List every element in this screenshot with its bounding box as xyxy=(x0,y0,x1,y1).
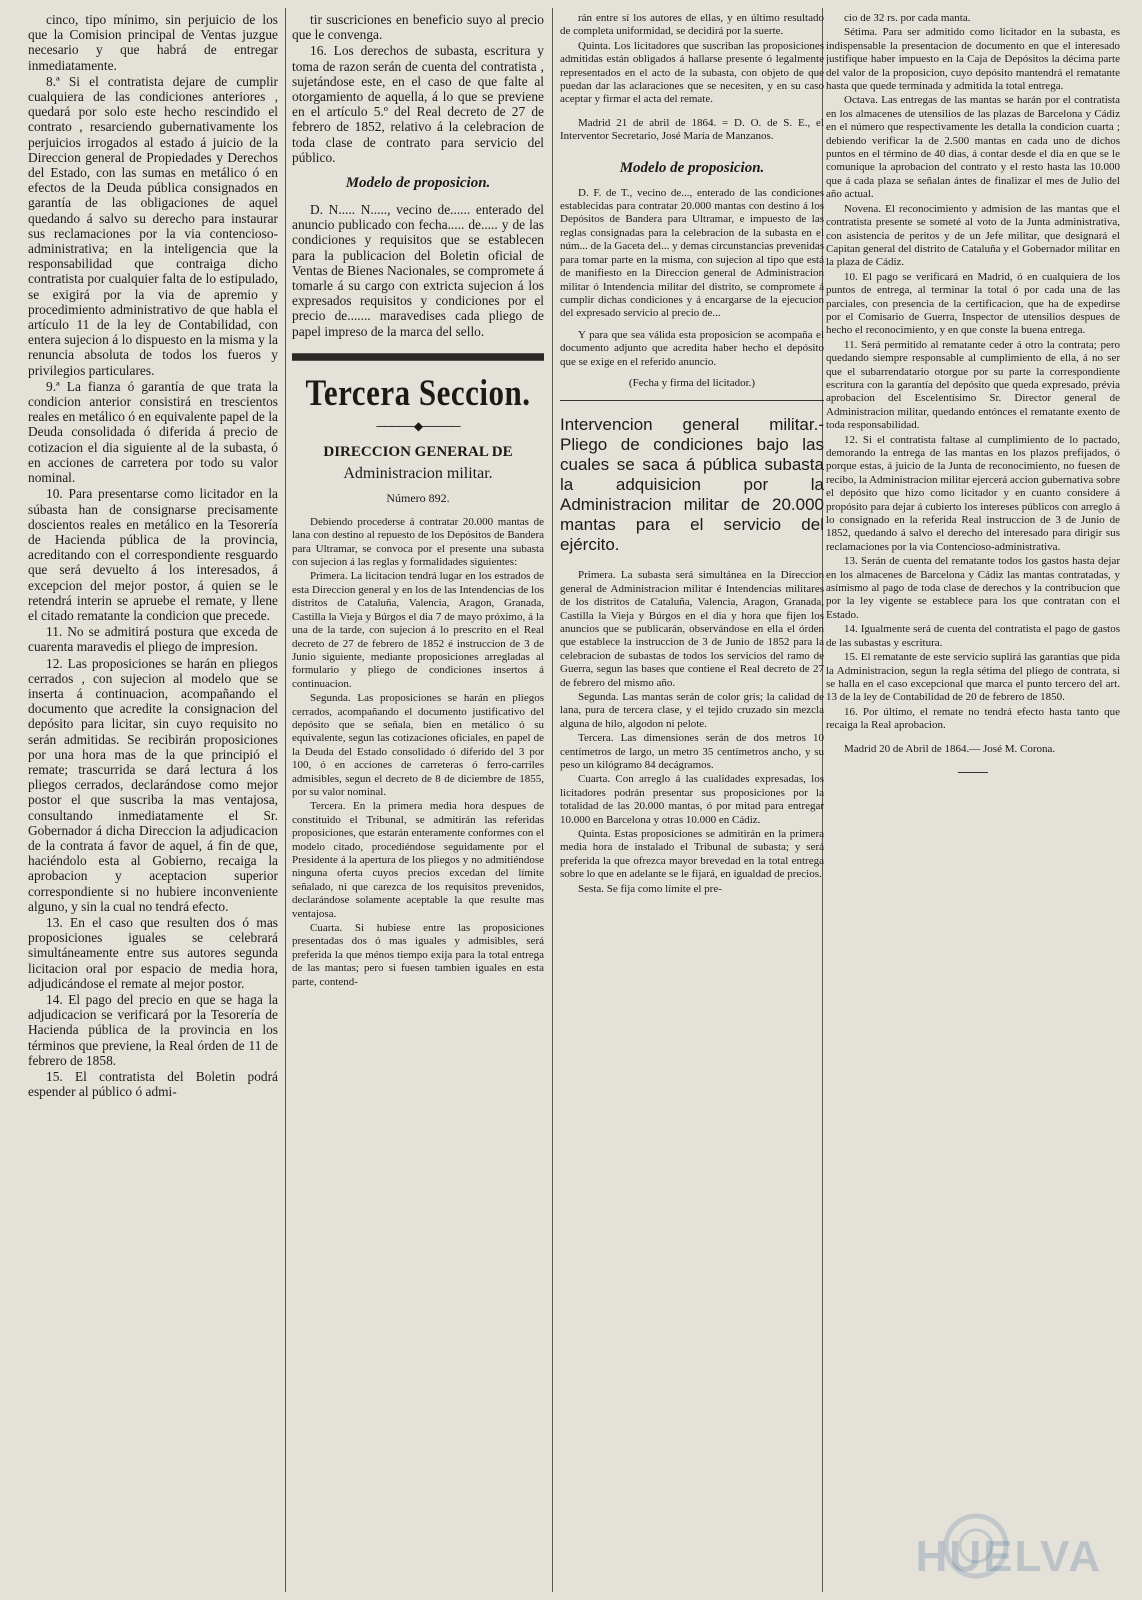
paragraph: Tercera. En la primera media hora despues de constituido el Tribunal, se admitirán las referidas proposiciones, que estarán enteramente conformes con el modelo citado, procediéndose seguidamente por el Presidente á la apertura de los pliegos y no admitiéndose ninguna oferta cuyos precios excedan del límite señalado, ni que carezca de los requisitos prevenidos, declarándose solamente aceptable la que resulte mas ventajosa. xyxy=(292,800,544,920)
column-divider xyxy=(552,8,553,1592)
section-rule xyxy=(292,353,544,361)
modelo-heading: Modelo de proposicion. xyxy=(619,159,765,176)
pliego-title: Intervencion general militar.- Pliego de condiciones bajo las cuales se saca á pública subasta la adquisicion por la Administracion militar de 20.000 mantas para el servicio del ejército. xyxy=(560,415,824,555)
paragraph: 8.ª Si el contratista dejare de cumplir cualquiera de las condiciones anteriores , quedará por solo este hecho rescindido el contrato , resarciendo gubernativamente los perjuicios irrogados al estado á juicio de la Direccion general de Propiedades y Derechos del Estado, con las sumas en metálico ó en efectos de la Deuda pública consignados en garantía de las obligaciones de aquel quedando á salvo su derecho para instaurar sus reclamaciones por la via contencioso-administrativa; en la inteligencia que la responsabilidad que contraiga dicho contratista por cualquier falta de lo estipulado, se exigirá por la via de apremio y procedimiento administrativo de que habla el artículo 11 de la ley de Contabilidad, con entera sujecion á lo dispuesto en la misma y la renuncia absoluta de todos los fueros y privilegios particulares. xyxy=(28,73,278,378)
paragraph: 14. Igualmente será de cuenta del contratista el pago de gastos de las subastas y escritura. xyxy=(826,623,1120,649)
column-1 xyxy=(28,12,278,1100)
paragraph: cinco, tipo mínimo, sin perjuicio de los que la Comision principal de Ventas juzgue necesario y que habrá de entregar inmediatamente. xyxy=(28,12,278,73)
paragraph: 11. Será permitido al rematante ceder á otro la contrata; pero quedando siempre responsable al cumplimiento de ella, á no ser que el subarrendatario otorgue por su parte la correspondiente escritura con la garantía del depósito que queda expresado, prévia aprobacion del Escelentísimo Sr. Director general de Administracion militar, quedando entónces el rematante exento de toda responsabilidad. xyxy=(826,338,1120,432)
paragraph: Segunda. Las proposiciones se harán en pliegos cerrados, acompañando el documento justificativo del depósito que se señala, bien en metálico ó su equivalente, segun las cotizaciones oficiales, en papel de la Deuda del Estado consolidado ó diferido del 3 por 100, ó en acciones de carreteras ó ferro-carriles admisibles, segun el decreto de 8 de diciembre de 1855, por su valor nominal. xyxy=(292,692,544,798)
paragraph: Novena. El reconocimiento y admision de las mantas que el contratista presente se someté al voto de la Junta administrativa, con asistencia de peritos y de un Jefe militar, que designará el Capitan general del distrito de Cataluña y el Gobernador militar en la plaza de Cádiz. xyxy=(826,202,1120,269)
paragraph: 16. Los derechos de subasta, escritura y toma de razon serán de cuenta del contratista , sujetándose este, en el caso de que falte al otorgamiento de aquella, á lo que se previene en el artículo 5.º del Real decreto de 27 de febrero de 1852, relativo á la celebracion de toda clase de contrato para servicio del público. xyxy=(292,43,544,165)
paragraph: 13. En el caso que resulten dos ó mas proposiciones iguales se celebrará simultáneamente entre sus autores segunda licitacion oral por espacio de media hora, adjudicándose el remate al mejor postor. xyxy=(28,914,278,991)
direccion-heading: DIRECCION GENERAL DE xyxy=(323,443,513,460)
paragraph: Segunda. Las mantas serán de color gris; la calidad de lana, pura de tercera clase, y el tejido cruzado sin mezcla alguna de hilo, algodon ni pelote. xyxy=(560,691,824,730)
paragraph: Cuarta. Si hubiese entre las proposiciones presentadas dos ó mas iguales y admisibles, será preferida la que ménos tiempo exija para la total entrega de las mantas; pero si fuesen tambien iguales en esta parte, contend- xyxy=(292,922,544,988)
modelo-heading: Modelo de proposicion. xyxy=(345,175,491,192)
paragraph: 10. El pago se verificará en Madrid, ó en cualquiera de los puntos de entrega, al terminar la total ó por cada una de las parciales, con presencia de la certificacion, que ha de expedirse por el Comisario de Guerra, Inspector de utensilios despues de hecho el reconocimiento, y en que conste la buena entrega. xyxy=(826,270,1120,337)
paragraph: Primera. La licitacion tendrá lugar en los estrados de esta Direccion general y en los de las Intendencias de los distritos de Cataluña, Valencia, Aragon, Granada, Castilla la Vieja y Búrgos el dia 7 de mayo próximo, á la una de la tarde, con sujecion á lo prescrito en el Real decreto de 27 de febrero de 1852 é instruccion de 3 de Junio siguiente, mediante proposiciones arregladas al formulario y pliego de condiciones insertos á continuacion. xyxy=(292,570,544,690)
ornament-divider: ─────◆───── xyxy=(376,418,460,433)
paragraph: 12. Si el contratista faltase al cumplimiento de lo pactado, demorando la entrega de las mantas en los plazos prefijados, ó porque estas, á juicio de la Junta de reconocimiento, no fuesen de recibo, la Administracion militar ejercerá accion gubernativa sobre el depósito que hizo como licitador y en cuanto considere á propósito para dejar á cubierto los intereses públicos con arreglo á lo consignado en la referida Real instruccion de 3 de Junio de 1852, quedando á salvo el derecho del interesado para dirigir sus reclamaciones por la via Contencioso-administrativa. xyxy=(826,433,1120,553)
paragraph: Cuarta. Con arreglo á las cualidades expresadas, los licitadores podrán presentar sus proposiciones por la totalidad de las 20.000 mantas, ó por mitad para entregar 10.000 en Barcelona y otras 10.000 en Cádiz. xyxy=(560,773,824,826)
column-4 xyxy=(826,12,1120,773)
paragraph: 14. El pago del precio en que se haga la adjudicacion se verificará por la Tesorería de Hacienda pública de la provincia en los términos que previene, la Real órden de 11 de febrero de 1858. xyxy=(28,992,278,1068)
paragraph: 10. Para presentarse como licitador en la súbasta han de consignarse precisamente doscientos reales en metálico en la Tesorería de Hacienda pública de la provincia, acreditando con el correspondiente resguardo que será devuelto á los interesados, á excepcion del mejor postor, á quien se le retendrá interin se apruebe el remate, y llene el citado rematante la condicion que precede. xyxy=(28,486,278,623)
divider xyxy=(560,400,824,401)
paragraph: 11. No se admitirá postura que exceda de cuarenta maravedis el pliego de impresion. xyxy=(28,624,278,655)
paragraph: Quinta. Estas proposiciones se admitirán en la primera media hora de instalado el Tribunal de subasta; y será preferida la que ofrezca mayor brevedad en la total entrega sobre lo que en adelante se le fijará, en igualdad de precios. xyxy=(560,828,824,881)
modelo-note: Y para que sea válida esta proposicion se acompaña el documento adjunto que acredita haber hecho el depósito que se exige en el referido anuncio. xyxy=(560,328,824,368)
paragraph: 15. El contratista del Boletin podrá espender al público ó admi- xyxy=(28,1069,278,1100)
paragraph: Sesta. Se fija como límite el pre- xyxy=(578,882,722,895)
signature-line: Madrid 20 de Abril de 1864.— José M. Corona. xyxy=(844,742,1056,755)
paragraph: 12. Las proposiciones se harán en pliegos cerrados , con sujecion al modelo que se inserta á continuacion, acompañando el documento que acredite la consignacion del depósito para licitar, sin cuyo requisito no serán admitidas. Se recibirán proposiciones por una hora mas de la que principió el remate; trascurrida se dará lectura á los pliegos cerrados, declarándose como mejor postor el que suscriba la mas ventajosa, consultando inmediatamente el Sr. Gobernador á dicha Direccion la adjudicacion de la contrata á favor de aquel, á fin de que, haciéndolo esta al Gobierno, recaiga la aprobacion y aceptacion superior correspondiente si no hubiere inconveniente alguno, y sin la cual no tendrá efecto. xyxy=(28,655,278,914)
announcement-number: Número 892. xyxy=(386,490,450,505)
modelo-text: D. N..... N....., vecino de...... enterado del anuncio publicado con fecha..... de..... y de las condiciones y requisitos que se establecen para la publicacion del Boletin oficial de Ventas de Bienes Nacionales, se compromete á tomarle á su cargo con extricta sujecion á los expresados requisitos y condiciones por el precio de....... maravedises cada pliego de papel impreso de la marca del sello. xyxy=(292,202,544,339)
end-rule xyxy=(958,772,988,773)
section-title: Tercera Seccion. xyxy=(305,371,531,414)
paragraph: 13. Serán de cuenta del rematante todos los gastos hasta dejar en los almacenes de Barcelona y Cádiz las mantas contratadas, y asímismo al pago de toda clase de derechos y la contribucion que por la ley vigente se establece para los que contratan con el Estado. xyxy=(826,555,1120,621)
licitador-signature: (Fecha y firma del licitador.) xyxy=(628,376,756,389)
modelo-text: D. F. de T., vecino de..., enterado de las condiciones establecidas para contratar 20.000 mantas con destino á los Depósitos de Bandera para Ultramar, e impuesto de las reglas consignadas para la celebracion de la subasta en el núm... de la Gaceta del... y demas circunstancias prevenidas para tomar parte en la misma, con sujecion al tipo que está de manifiesto en la Direccion general de Administracion militar ó Intendencia militar del distrito, se compromete á cumplir dichas condiciones y á encargarse de la ejecucion del expresado servicio al precio de... xyxy=(560,186,824,320)
paragraph: rán entre sí los autores de ellas, y en último resultado de completa uniformidad, se decidirá por la suerte. xyxy=(560,12,824,38)
column-2 xyxy=(292,12,544,990)
paragraph: 16. Por último, el remate no tendrá efecto hasta tanto que recaiga la Real aprobacion. xyxy=(826,705,1120,732)
paragraph: tir suscriciones en beneficio suyo al precio que le convenga. xyxy=(292,12,544,43)
paragraph: Octava. Las entregas de las mantas se harán por el contratista en los almacenes de utensilios de las plazas de Barcelona y Cádiz en el número que respectivamente les detalla la condicion cuarta ; debiendo verificar la de 2.500 mantas en cada uno de dichos puntos en el término de 40 dias, á contar desde el dia en que se le comunique la aprobacion del contrato y el resto hasta las 10.000 que á cada plaza se señalan ántes de finalizar el mes de Julio del año actual. xyxy=(826,94,1120,201)
paragraph: Debiendo procederse á contratar 20.000 mantas de lana con destino al repuesto de los Depósitos de Bandera para Ultramar, se convoca por el presente una subasta con sujecion á las reglas y formalidades siguientes: xyxy=(292,515,544,569)
paragraph: cio de 32 rs. por cada manta. xyxy=(844,12,971,24)
direccion-subheading: Administracion militar. xyxy=(343,464,493,482)
signature-line: Madrid 21 de abril de 1864. = D. O. de S. E., el Interventor Secretario, José María de Manzanos. xyxy=(560,116,824,143)
paragraph: Quinta. Los licitadores que suscriban las proposiciones admitidas están obligados á hallarse presente ó legalmente representados en el acto de la subasta, con objeto de que puedan dar las aclaraciones que se necesiten, y en su caso aceptar y firmar el acta del remate. xyxy=(560,39,824,106)
column-divider xyxy=(285,8,286,1592)
paragraph: Primera. La subasta será simultánea en la Direccion general de Administracion militar é Intendencias militares de los distritos de Cataluña, Valencia, Aragon, Granada, Castilla la Vieja y Búrgos en el dia y hora que fijen los anuncios que se publicarán, observándose en ella el órden que establece la instruccion de 3 de Junio de 1852 para la celebracion de subastas de todos los servicios del ramo de Guerra, segun las bases que contiene el Real decreto de 27 de febrero del mismo año. xyxy=(560,569,824,689)
paragraph: Sétima. Para ser admitido como licitador en la subasta, es indispensable la presentacion de documento en que el interesado justifique haber impuesto en la Caja de Depósitos la décima parte del valor de la proposicion, cuyo depósito mantendrá el rematante hasta que quede terminada y admitida la total entrega. xyxy=(826,26,1120,93)
column-3 xyxy=(560,12,824,897)
paragraph: 15. El rematante de este servicio suplirá las garantías que pida la Administracion, segun la regla sétima del pliego de contrata, si se halla en el caso excepcional que marca el punto tercero del art. 13 de la ley de Contabilidad de 20 de febrero de 1850. xyxy=(826,651,1120,704)
watermark-text: HUELVA xyxy=(915,1532,1102,1581)
paragraph: 9.ª La fianza ó garantía de que trata la condicion anterior consistirá en trescientos reales en metálico ó en equivalente papel de la Deuda consolidada ó diferida á precio de cotizacion el dia siguiente al de la subasta, ó en acciones de carretera por todo su valor nominal. xyxy=(28,378,278,486)
paragraph: Tercera. Las dimensiones serán de dos metros 10 centímetros de largo, un metro 35 centímetros ancho, y su peso un kilógramo 84 decágramos. xyxy=(560,732,824,772)
